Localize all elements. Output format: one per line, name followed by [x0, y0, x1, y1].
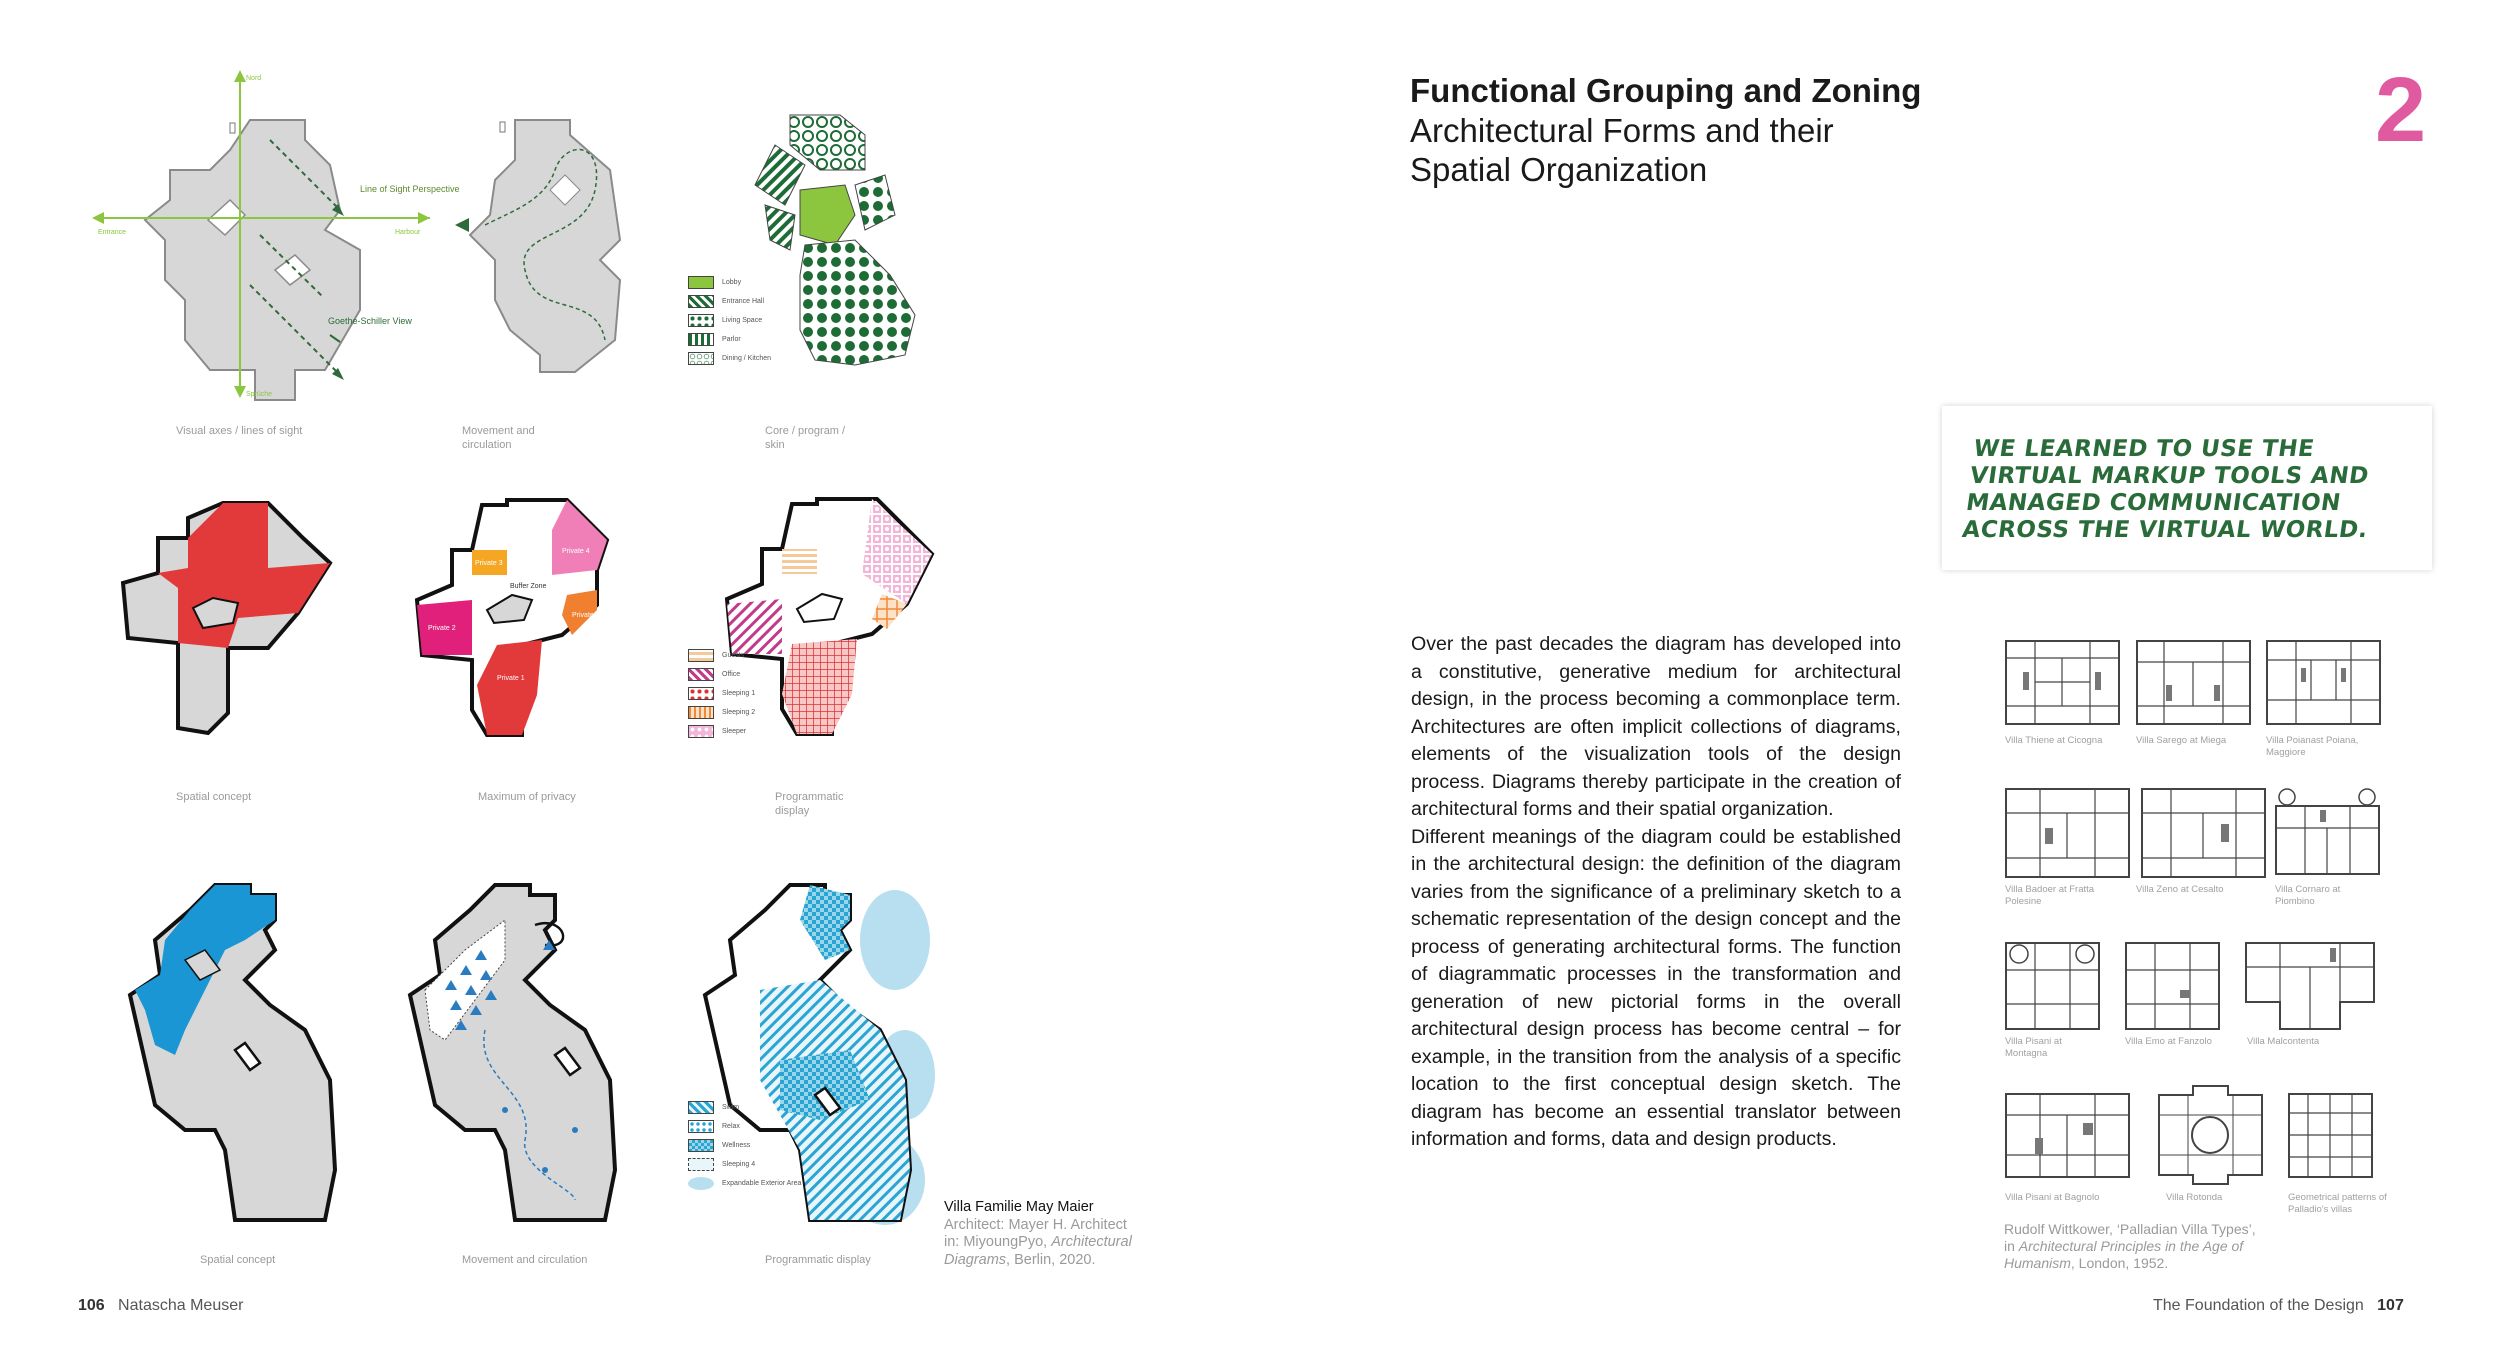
- credit-architect: Architect: Mayer H. Architect: [944, 1216, 1127, 1233]
- villa-caption: Villa Badoer at Fratta Polesine: [2005, 884, 2095, 907]
- line-of-sight-label: Line of Sight Perspective: [360, 184, 460, 194]
- caption-privacy: Maximum of privacy: [478, 791, 576, 803]
- villa-plan: [2005, 640, 2120, 725]
- source-line-3: Humanism, London, 1952.: [2004, 1255, 2169, 1271]
- legend-item: Expandable Exterior Area: [688, 1174, 801, 1193]
- title-sub-2: Spatial Organization: [1410, 151, 1708, 188]
- caption-visual-axes: Visual axes / lines of sight: [176, 425, 303, 437]
- legend-item: Office: [688, 665, 755, 684]
- villa-plan: [2005, 788, 2130, 878]
- villa-caption: Villa Thiene at Cicogna: [2005, 735, 2103, 746]
- plan-movement-blue: [405, 880, 620, 1225]
- caption-movement-3: Movement and circulation: [462, 1254, 588, 1266]
- west-label: Entrance: [98, 229, 127, 236]
- villa-caption: Villa Pisani at Bagnolo: [2005, 1192, 2100, 1203]
- buffer-zone-label: Buffer Zone: [510, 583, 547, 590]
- legend-item: Dining / Kitchen: [688, 349, 771, 368]
- villa-caption: Villa Zeno at Cesalto: [2136, 884, 2224, 895]
- east-label: Harbour: [395, 229, 421, 236]
- handwritten-note: [1942, 406, 2432, 570]
- body-paragraph-2: Different meanings of the diagram could be established in the architectural design: the definition of the diagram varies from the significance of a preliminary sketch to a schematic representation of the design concept and the process of generating architectural forms. The function of diagrammatic processes in the transformation and generation of new pictorial forms in the overall architectural design process has become central – for example, in the transition from the analysis of a specific location to the first conceptual design sketch. The diagram has become an essential translator between information and forms, data and design products.: [1411, 825, 1901, 1150]
- note-text: WE LEARNED TO USE THE VIRTUAL MARKUP TOOLS AND MANAGED COMMUNICATION ACROSS THE VIRTUAL WORLD.: [1960, 436, 2371, 543]
- legend-row-1: [688, 273, 771, 368]
- body-paragraph-1: Over the past decades the diagram has developed into a constitutive, generative medium for architectural design, in the process becoming a commonplace term. Architectures are often implicit collections of diagrams, elements of the visualization tools of the design process. Diagrams thereby participate in the creation of architectural forms and their spatial organization.: [1411, 633, 1901, 820]
- caption-programmatic-3: Programmatic display: [765, 1254, 871, 1266]
- villa-caption: Villa Sarego at Miega: [2136, 735, 2227, 746]
- credit-title: Villa Familie May Maier: [944, 1199, 1094, 1215]
- page-number-left: 106: [78, 1297, 105, 1314]
- villa-plan: [2275, 788, 2380, 878]
- plan-spatial-concept-red: [118, 498, 333, 738]
- title-main: Functional Grouping and Zoning: [1410, 72, 1922, 109]
- legend-item: Entrance Hall: [688, 292, 771, 311]
- south-label: Sprüche: [246, 391, 273, 398]
- villa-caption: Villa Rotonda: [2166, 1192, 2223, 1203]
- source-line-1: Rudolf Wittkower, ‘Palladian Villa Types’,: [2004, 1221, 2256, 1237]
- chapter-title: [1410, 71, 2010, 189]
- private-1-label: Private 1: [497, 675, 525, 682]
- plan-movement: [455, 110, 635, 380]
- legend-item: Parlor: [688, 330, 771, 349]
- legend-row-2: [688, 646, 755, 741]
- private-3-label: Private 3: [475, 560, 503, 567]
- villa-plan: [2141, 788, 2266, 878]
- body-text: [1411, 631, 1901, 1154]
- caption-spatial-concept-2: Spatial concept: [176, 791, 252, 803]
- title-sub-1: Architectural Forms and their: [1410, 112, 1834, 149]
- legend-item: Wellness: [688, 1136, 801, 1155]
- villa-caption: Geometrical patterns of Palladio's villas: [2288, 1192, 2387, 1215]
- caption-movement: Movement and circulation: [462, 425, 535, 451]
- legend-item: Sleeping 1: [688, 684, 755, 703]
- left-footer: [78, 1297, 243, 1315]
- plan-privacy: [412, 495, 627, 745]
- villa-caption: Villa Malcontenta: [2247, 1036, 2320, 1047]
- plan-visual-axes: [90, 70, 460, 420]
- villa-caption: Villa Emo at Fanzolo: [2125, 1036, 2212, 1047]
- villa-plan: [2158, 1085, 2263, 1185]
- source-line-2: in Architectural Principles in the Age of: [2004, 1238, 2244, 1254]
- villa-plan: [2245, 942, 2375, 1030]
- goethe-view-label: Goethe-Schiller View: [328, 316, 412, 326]
- villa-caption: Villa Pisani at Montagna: [2005, 1036, 2062, 1059]
- villa-plan: [2005, 942, 2100, 1030]
- caption-spatial-concept-3: Spatial concept: [200, 1254, 276, 1266]
- villa-plan: [2288, 1093, 2373, 1178]
- villa-caption: Villa Poianast Poiana, Maggiore: [2266, 735, 2359, 758]
- legend-row-3: [688, 1098, 801, 1193]
- legend-item: Sleeper: [688, 722, 755, 741]
- page-number-right: 107: [2377, 1297, 2404, 1314]
- caption-core: Core / program / skin: [765, 425, 846, 451]
- chapter-number: 2: [2375, 59, 2427, 161]
- plan-core-program: [745, 115, 925, 385]
- plans-source: [2004, 1221, 2304, 1272]
- north-label: Nord: [246, 75, 262, 82]
- plan-spatial-concept-blue: [125, 880, 340, 1225]
- villa-plan: [2005, 1093, 2130, 1178]
- credit-source-2: Diagrams, Berlin, 2020.: [944, 1251, 1096, 1268]
- private-5-label: Private 5: [572, 612, 600, 619]
- villa-credit: [944, 1199, 1174, 1269]
- legend-item: Swim: [688, 1098, 801, 1117]
- legend-item: Relax: [688, 1117, 801, 1136]
- right-footer: [2153, 1297, 2404, 1315]
- private-4-label: Private 4: [562, 548, 590, 555]
- section-name: The Foundation of the Design: [2153, 1297, 2364, 1314]
- author: Natascha Meuser: [118, 1297, 244, 1314]
- legend-item: Sleeping 4: [688, 1155, 801, 1174]
- private-2-label: Private 2: [428, 625, 456, 632]
- caption-programmatic-2: Programmatic display: [775, 791, 844, 817]
- villa-plan: [2125, 942, 2220, 1030]
- legend-item: Guests: [688, 646, 755, 665]
- legend-item: Living Space: [688, 311, 771, 330]
- villa-plan: [2266, 640, 2381, 725]
- legend-item: Lobby: [688, 273, 771, 292]
- villa-caption: Villa Cornaro at Piombino: [2275, 884, 2341, 907]
- villa-plan: [2136, 640, 2251, 725]
- credit-source: in: MiyoungPyo, Architectural: [944, 1234, 1132, 1250]
- legend-item: Sleeping 2: [688, 703, 755, 722]
